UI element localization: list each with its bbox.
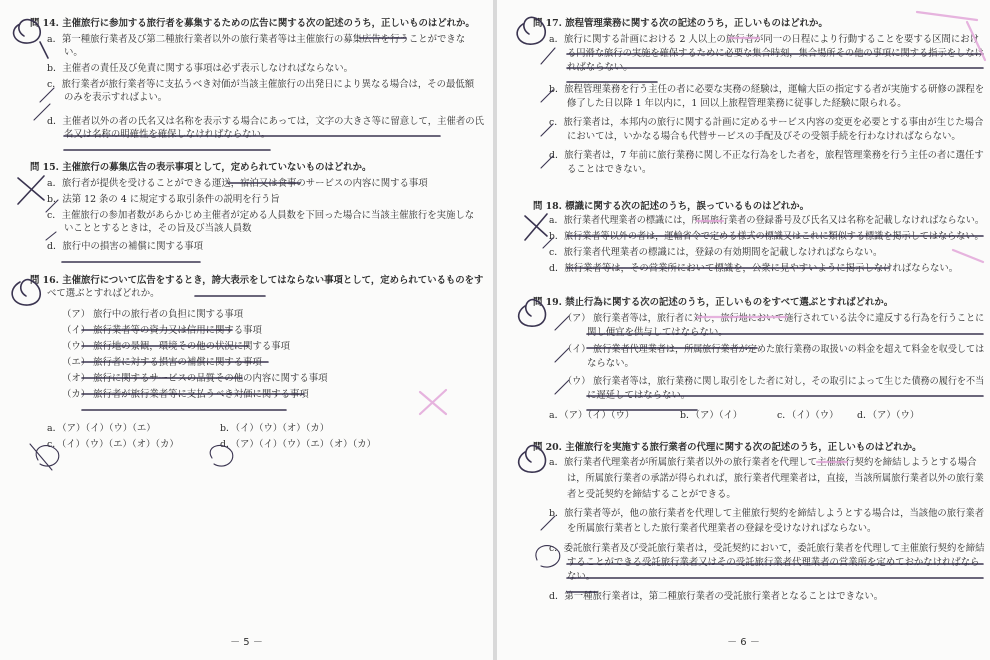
text-line: d．（ア）（イ）（ウ）（エ）（オ）（カ）: [220, 439, 376, 450]
text-line: a．旅行者が提供を受けることができる運送，宿泊又は食事のサービスの内容に関する事項: [47, 178, 428, 189]
text-line: d．第一種旅行業者は，第二種旅行業者の受託旅行業者となることはできない。: [549, 591, 884, 602]
text-line: べて選ぶとすればどれか。: [47, 288, 160, 299]
text-line: ならない。: [587, 358, 634, 369]
text-line: d．（ア）（ウ）: [857, 410, 920, 421]
question-heading: 問 19. 禁止行為に関する次の記述のうち，正しいものをすべて選ぶとすればどれか。: [533, 297, 894, 308]
text-line: 者と受託契約を締結することができる。: [567, 489, 736, 500]
question-heading: 問 20. 主催旅行を実施する旅行業者の代理に関する次の記述のうち，正しいものはどれか。: [533, 442, 922, 453]
text-line: a．旅行業者代理業者の標識には，所属旅行業者の登録番号及び氏名又は名称を記載しなければならない。: [549, 215, 985, 226]
text-line: c．主催旅行の参加者数があらかじめ主催者が定める人員数を下回った場合に当該主催旅行を実施しな: [47, 210, 475, 221]
text-line: （カ） 旅行者が旅行業者等に支払うべき対価に関する事項: [62, 389, 309, 400]
text-line: （エ） 旅行者に対する損害の補償に関する事項: [62, 357, 262, 368]
text-line: c．委託旅行業者及び受託旅行業者は，受託契約において，委託旅行業者を代理して主催旅行契約を締結: [549, 543, 985, 554]
text-line: することができる受託旅行業者又はその受託旅行業者代理業者の営業所を定めておかなければなら: [567, 557, 980, 568]
text-line: ればならない。: [567, 62, 633, 73]
text-line: a．旅行に関する計画における 2 人以上の旅行者が同一の日程により行動することを要する区間におけ: [549, 34, 980, 45]
text-line: c．（イ）（ウ）（エ）（オ）（カ）: [47, 439, 179, 450]
text-line: b．旅行業者等以外の者は，運輸省令で定める様式の標識又はこれに類似する標識を掲示してはならない。: [549, 231, 984, 242]
left-page: [0, 0, 493, 660]
question-heading: 問 17. 旅程管理業務に関する次の記述のうち，正しいものはどれか。: [533, 18, 828, 29]
text-line: b．旅行業者等が，他の旅行業者を代理して主催旅行契約を締結しようとする場合は，当該他の旅行業者: [549, 508, 985, 519]
text-line: c．旅行業者が旅行業者等に支払うべき対価が当該主催旅行の出発日により異なる場合は，その最低額: [47, 79, 475, 90]
question-heading: 問 16. 主催旅行について広告をするとき，誇大表示をしてはならない事項として，定められているものをす: [30, 275, 484, 286]
question-heading: 問 14. 主催旅行に参加する旅行者を募集するための広告に関する次の記述のうち，正しいものはどれか。: [30, 18, 475, 29]
text-line: a．第一種旅行業者及び第二種旅行業者以外の旅行業者等は主催旅行の募集広告を行うことができな: [47, 34, 466, 45]
text-line: いこととするときは，その旨及び当該人員数: [64, 223, 252, 234]
text-line: 関し便宜を供与してはならない。: [587, 327, 728, 338]
text-line: d．旅行業者は，7 年前に旅行業務に関し不正な行為をした者を，旅程管理業務を行う主任の者に選任す: [549, 150, 984, 161]
text-line: に遅延してはならない。: [587, 390, 691, 401]
text-line: ることはできない。: [567, 164, 652, 175]
text-line: b．（ア）（イ）: [680, 410, 743, 421]
text-line: （ア） 旅行業者等は，旅行者に対し，旅行地において施行されている法令に違反する行為を行うことに: [563, 313, 985, 324]
page-number: － 6 －: [727, 637, 760, 648]
text-line: （ア） 旅行中の旅行者の負担に関する事項: [62, 309, 244, 320]
right-page: [497, 0, 990, 660]
text-line: （オ） 旅行に関するサービスの品質その他の内容に関する事項: [62, 373, 328, 384]
text-line: c．旅行業者は，本邦内の旅行に関する計画に定めるサービス内容の変更を必要とする事由が生じた場合: [549, 117, 984, 128]
text-line: ない。: [567, 571, 596, 582]
text-line: においては，いかなる場合も代替サービスの手配及びその受領手続を行わなければならない。: [567, 131, 961, 142]
text-line: い。: [64, 47, 83, 58]
text-line: b．旅程管理業務を行う主任の者に必要な実務の経験は，運輸大臣の指定する者が実施する研修の課程を: [549, 84, 985, 95]
text-line: b．主催者の責任及び免責に関する事項は必ず表示しなければならない。: [47, 63, 354, 74]
text-line: （ウ） 旅行業者等は，旅行業務に関し取引をした者に対し，その取引によって生じた債務の履行を不当: [563, 376, 985, 387]
text-line: （イ） 旅行業者等の資力又は信用に関する事項: [62, 325, 262, 336]
text-line: d．主催者以外の者の氏名又は名称を表示する場合にあっては，文字の大きさ等に留意して，主催者の氏: [47, 116, 484, 127]
text-line: d．旅行中の損害の補償に関する事項: [47, 241, 204, 252]
text-line: c．旅行業者代理業者の標識には，登録の有効期間を記載しなければならない。: [549, 247, 883, 258]
text-line: は，所属旅行業者の承諾が得られれば，旅行業者代理業者は，直接，当該所属旅行業者以外の旅行業: [567, 473, 984, 484]
text-line: a．（ア）（イ）（ウ）（エ）: [47, 423, 156, 434]
page-number: － 5 －: [230, 637, 263, 648]
text-line: 名又は名称の明確性を確保しなければならない。: [64, 129, 271, 140]
text-line: b．法第 12 条の 4 に規定する取引条件の説明を行う旨: [47, 194, 280, 205]
text-line: を所属旅行業者とした旅行業者代理業者の登録を受けなければならない。: [567, 523, 877, 534]
text-line: a．（ア）（イ）（ウ）: [549, 410, 635, 421]
question-heading: 問 18. 標識に関する次の記述のうち，誤っているものはどれか。: [533, 201, 809, 212]
text-line: b．（イ）（ウ）（オ）（カ）: [220, 423, 330, 434]
text-line: c．（イ）（ウ）: [777, 410, 839, 421]
text-line: d．旅行業者等は，その営業所において標識を，公衆に見やすいように掲示しなければならない。: [549, 263, 959, 274]
question-heading: 問 15. 主催旅行の募集広告の表示事項として，定められていないものはどれか。: [30, 162, 372, 173]
text-line: （イ） 旅行業者代理業者は，所属旅行業者が定めた旅行業務の取扱いの料金を超えて料金を収受しては: [563, 344, 985, 355]
text-line: （ウ） 旅行地の景観，環境その他の状況に関する事項: [62, 341, 290, 352]
text-line: のみを表示すればよい。: [64, 92, 168, 103]
text-line: 修了した日以降 1 年以内に，1 回以上旅程管理業務に従事した経験に限られる。: [567, 98, 907, 109]
text-line: a．旅行業者代理業者が所属旅行業者以外の旅行業者を代理して主催旅行契約を締結しようとする場合: [549, 457, 977, 468]
text-line: る円滑な旅行の実施を確保するために必要な集合時刻，集合場所その他の事項に関する指示をしなけ: [567, 48, 984, 59]
